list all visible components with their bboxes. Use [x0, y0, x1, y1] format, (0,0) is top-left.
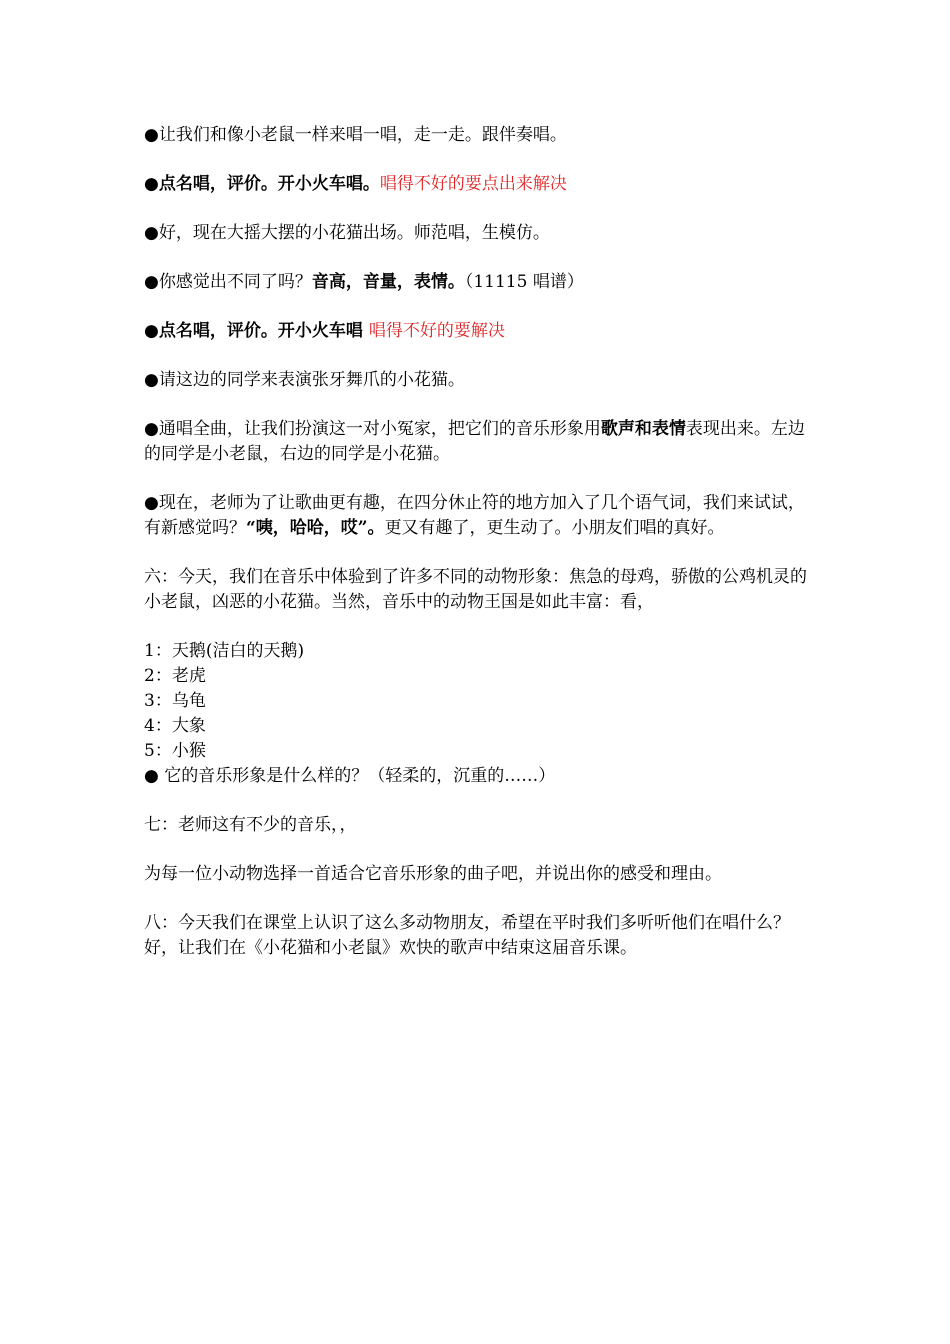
- plain-text: ●通唱全曲，让我们扮演这一对小冤家，把它们的音乐形象用: [144, 419, 601, 439]
- bold-text: “咦，哈哈，哎”。: [246, 518, 385, 538]
- document-body: [144, 123, 810, 985]
- plain-text: 表现出来。左边的同学是小老鼠，右边的同学是小花猫。: [144, 419, 805, 464]
- paragraph-choose-music: 为每一位小动物选择一首适合它音乐形象的曲子吧，并说出你的感受和理由。: [144, 864, 722, 884]
- paragraph-perform-cat: ●请这边的同学来表演张牙舞爪的小花猫。: [144, 370, 465, 390]
- red-note: 唱得不好的要点出来解决: [379, 174, 567, 194]
- paragraph-sing-like-mouse: ●让我们和像小老鼠一样来唱一唱，走一走。跟伴奏唱。: [144, 125, 567, 145]
- animal-list: [144, 639, 810, 789]
- paragraph-section-six: 六：今天，我们在音乐中体验到了许多不同的动物形象：焦急的母鸡，骄傲的公鸡机灵的小老鼠，凶恶的小花猫。当然，音乐中的动物王国是如此丰富：看，: [144, 567, 807, 612]
- paragraph-section-seven: 七：老师这有不少的音乐，，: [144, 815, 357, 835]
- list-item: 5：小猴: [144, 741, 206, 761]
- paragraph-interjections: [144, 491, 810, 541]
- plain-text: ●你感觉出不同了吗？: [144, 272, 312, 292]
- plain-text: 更又有趣了，更生动了。小朋友们唱的真好。: [384, 518, 725, 538]
- paragraph-section-eight: 八：今天我们在课堂上认识了这么多动物朋友，希望在平时我们多听听他们在唱什么？好，让我们在《小花猫和小老鼠》欢快的歌声中结束这届音乐课。: [144, 913, 790, 958]
- paragraph-roll-call-2: [144, 319, 810, 344]
- bold-text: ●点名唱，评价。开小火车唱。: [144, 174, 380, 194]
- bold-text: 歌声和表情: [600, 419, 686, 439]
- list-item: 3：乌龟: [144, 691, 206, 711]
- paragraph-sing-whole: [144, 417, 810, 467]
- list-item: 4：大象: [144, 716, 206, 736]
- paragraph-roll-call-1: [144, 172, 810, 197]
- bold-text: 音高，音量，表情。: [311, 272, 465, 292]
- red-note: 唱得不好的要解决: [368, 321, 505, 341]
- bold-text: ●点名唱，评价。开小火车唱: [144, 321, 363, 341]
- list-item: 1：天鹅(洁白的天鹅): [144, 641, 305, 661]
- list-item: ● 它的音乐形象是什么样的？（轻柔的，沉重的……）: [144, 766, 556, 786]
- list-item: 2：老虎: [144, 666, 206, 686]
- paragraph-cat-enters: ●好，现在大摇大摆的小花猫出场。师范唱，生模仿。: [144, 223, 550, 243]
- plain-text: （11115 唱谱）: [464, 272, 584, 292]
- plain-text: ●现在，老师为了让歌曲更有趣，在四分休止符的地方加入了几个语气词，我们来试试，有新感觉吗？: [144, 493, 805, 538]
- paragraph-feel-difference: [144, 270, 810, 295]
